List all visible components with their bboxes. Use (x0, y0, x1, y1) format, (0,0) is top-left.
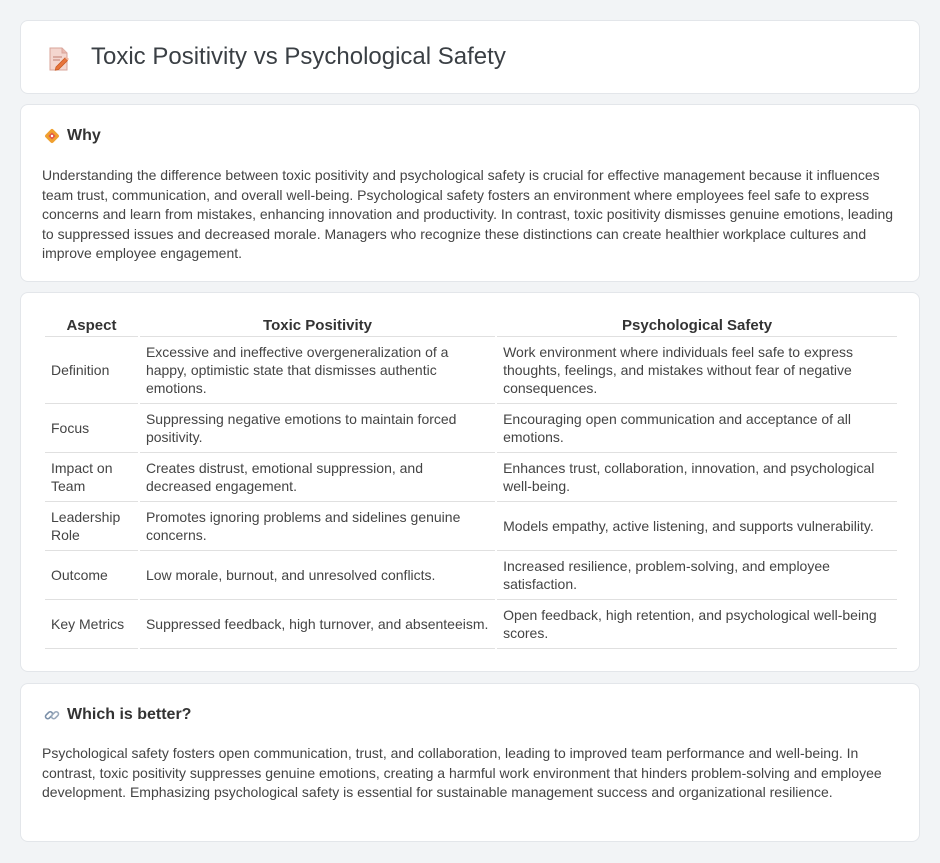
toxic-positivity-cell: Excessive and ineffective overgeneralization of a happy, optimistic state that dismisses authentic emotions. (140, 337, 495, 404)
toxic-positivity-cell: Low morale, burnout, and unresolved conflicts. (140, 551, 495, 600)
which-is-better-heading (43, 706, 191, 724)
which-is-better-heading-label: Which is better? (67, 706, 192, 723)
aspect-cell: Impact on Team (45, 453, 138, 502)
column-header: Psychological Safety (497, 315, 897, 337)
table-row (45, 404, 897, 453)
title-card (20, 20, 920, 94)
which-is-better-text: Psychological safety fosters open communication, trust, and collaboration, leading to improved team performance and well-being. In contrast, toxic positivity suppresses genuine emotions, creating a harmful work environment that hinders problem-solving and employee development. Emphasizing psychological safety is essential for sustainable management success and organizational resilience. (42, 745, 882, 801)
link-icon (43, 706, 61, 724)
why-text: Understanding the difference between toxic positivity and psychological safety is crucial for effective management because it influences team trust, communication, and overall well-being. Psychological safety fosters an environment where employees feel safe to express concerns and learn from mistakes, enhancing innovation and productivity. In contrast, toxic positivity dismisses genuine emotions, leading to suppressed issues and decreased morale. Managers who recognize these distinctions can create healthier workplace cultures and improve employee engagement. (42, 167, 894, 262)
table-row (45, 600, 897, 649)
document-pencil-icon (47, 46, 71, 72)
psychological-safety-cell: Enhances trust, collaboration, innovation, and psychological well-being. (497, 453, 897, 502)
comparison-table (43, 315, 899, 649)
why-heading-label: Why (67, 127, 101, 144)
psychological-safety-cell: Increased resilience, problem-solving, and employee satisfaction. (497, 551, 897, 600)
comparison-section (20, 292, 920, 672)
which-is-better-section (20, 683, 920, 842)
table-row (45, 551, 897, 600)
aspect-cell: Definition (45, 337, 138, 404)
column-header: Aspect (45, 315, 138, 337)
column-header: Toxic Positivity (140, 315, 495, 337)
aspect-cell: Key Metrics (45, 600, 138, 649)
why-heading (43, 127, 101, 145)
toxic-positivity-cell: Suppressed feedback, high turnover, and absenteeism. (140, 600, 495, 649)
why-section (20, 104, 920, 282)
toxic-positivity-cell: Creates distrust, emotional suppression, and decreased engagement. (140, 453, 495, 502)
psychological-safety-cell: Open feedback, high retention, and psychological well-being scores. (497, 600, 897, 649)
diamond-warning-icon (43, 127, 61, 145)
psychological-safety-cell: Encouraging open communication and acceptance of all emotions. (497, 404, 897, 453)
aspect-cell: Outcome (45, 551, 138, 600)
table-header-row (45, 315, 897, 337)
table-row (45, 502, 897, 551)
psychological-safety-cell: Models empathy, active listening, and supports vulnerability. (497, 502, 897, 551)
page-title: Toxic Positivity vs Psychological Safety (91, 43, 506, 70)
toxic-positivity-cell: Suppressing negative emotions to maintain forced positivity. (140, 404, 495, 453)
psychological-safety-cell: Work environment where individuals feel safe to express thoughts, feelings, and mistakes without fear of negative consequences. (497, 337, 897, 404)
aspect-cell: Focus (45, 404, 138, 453)
table-row (45, 337, 897, 404)
table-row (45, 453, 897, 502)
aspect-cell: Leadership Role (45, 502, 138, 551)
toxic-positivity-cell: Promotes ignoring problems and sidelines genuine concerns. (140, 502, 495, 551)
